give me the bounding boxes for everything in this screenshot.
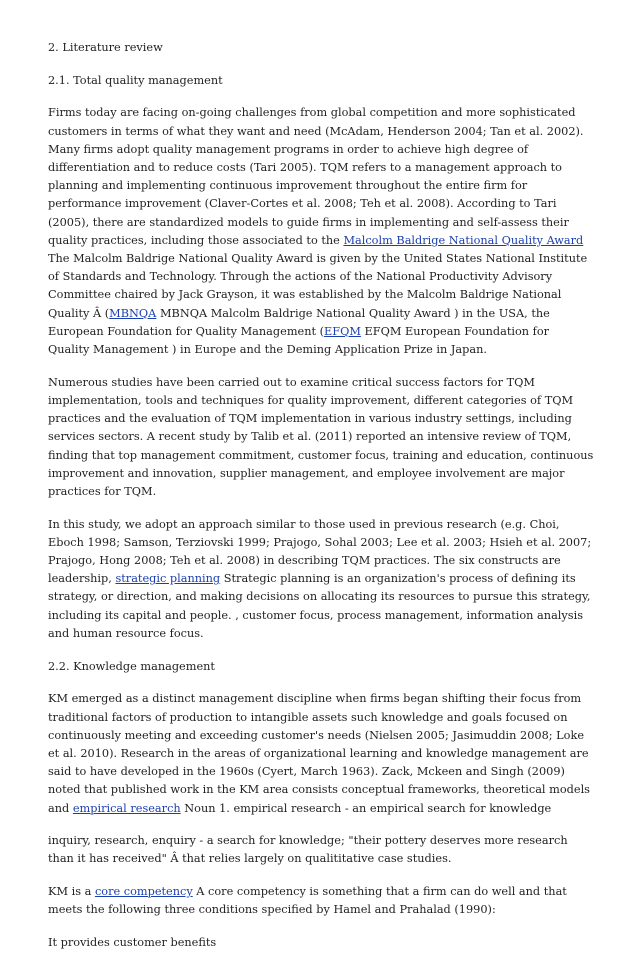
paragraph-text: A core competency is something that a firm can do well and that meets the following three conditions specified by Hamel and Prahalad (1990): (48, 885, 567, 917)
link-efqm[interactable]: EFQM (324, 324, 361, 338)
paragraph-inquiry: inquiry, research, enquiry - a search for knowledge; "their pottery deserves more research than it has received" Â that relies largely on qualititative case studies. (48, 834, 568, 866)
paragraph-text: In this study, we adopt an approach similar to those used in previous research (e.g. Choi, Eboch 1998; Samson, Terziovski 1999; Prajogo, Sohal 2003; Lee et al. 2003; Hsieh et al. 2007; Prajogo, Hong 2008; Teh et al. 2008) in describing TQM practices. The six constructs are leadership, (48, 517, 592, 586)
document-page (48, 39, 594, 967)
paragraph-text: EFQM European Foundation for Quality Management ) in Europe and the Deming Application Prize in Japan. (48, 324, 550, 357)
heading-literature-review: 2. Literature review (48, 41, 163, 54)
paragraph-text: KM emerged as a distinct management discipline when firms began shifting their focus from traditional factors of production to intangible assets such knowledge and goals focused on continuously meeting and exceeding customer's needs (Nielsen 2005; Jasimuddin 2008; Loke et al. 2010). Research in the areas of organizational learning and knowledge management are said to have developed in the 1960s (Cyert, March 1963). Zack, Mckeen and Singh (2009) noted that published work in the KM area consists conceptual frameworks, theoretical models and (48, 692, 590, 815)
link-mbnqa[interactable]: MBNQA (109, 306, 157, 320)
paragraph-tqm-intro (48, 104, 594, 359)
heading-total-quality-management: 2.1. Total quality management (48, 73, 223, 87)
paragraph-tqm-studies: Numerous studies have been carried out to examine critical success factors for TQM implementation, tools and techniques for quality improvement, different categories of TQM practices and the evaluation of TQM implementation in various industry settings, including services sectors. A recent study by Talib et al. (2011) reported an intensive review of TQM, finding that top management commitment, customer focus, training and education, continuous improvement and innovation, supplier management, and employee involvement are major practices for TQM. (48, 375, 594, 498)
paragraph-text: Firms today are facing on-going challenges from global competition and more sophisticated customers in terms of what they want and need (McAdam, Henderson 2004; Tan et al. 2002). Many firms adopt quality management programs in order to achieve high degree of differentiation and to reduce costs (Tari 2005). TQM refers to a management approach to planning and implementing continuous improvement throughout the entire firm for performance improvement (Claver-Cortes et al. 2008; Teh et al. 2008). According to Tari (2005), there are standardized models to guide firms in implementing and self-assess their quality practices, including those associated to the (48, 106, 584, 247)
paragraph-text: Noun 1. empirical research - an empirical search for knowledge (180, 801, 552, 815)
paragraph-customer-benefits: It provides customer benefits (48, 936, 217, 950)
paragraph-text: The Malcolm Baldrige National Quality Award is given by the United States National Institute of Standards and Technology. Through the actions of the National Productivity Advisory Committee chaired by Jack Grayson, it was established by the Malcolm Baldrige National Quality Â ( (48, 252, 588, 320)
paragraph-text: KM is a (48, 885, 95, 899)
paragraph-core-competency (48, 883, 594, 919)
link-empirical-research[interactable]: empirical research (72, 801, 181, 815)
link-core-competency[interactable]: core competency (94, 885, 193, 899)
link-malcolm-baldrige-award[interactable]: Malcolm Baldrige National Quality Award (343, 233, 584, 247)
link-strategic-planning[interactable]: strategic planning (115, 572, 221, 586)
paragraph-km-intro (48, 690, 594, 817)
paragraph-text: Strategic planning is an organization's process of defining its strategy, or direction, and making decisions on allocating its resources to pursue this strategy, including its capital and people. , customer focus, process management, information analysis and human resource focus. (48, 572, 591, 640)
heading-knowledge-management: 2.2. Knowledge management (48, 659, 215, 673)
paragraph-text: MBNQA Malcolm Baldrige National Quality Award ) in the USA, the European Foundation for Quality Management ( (48, 306, 550, 338)
paragraph-tqm-constructs (48, 516, 594, 643)
